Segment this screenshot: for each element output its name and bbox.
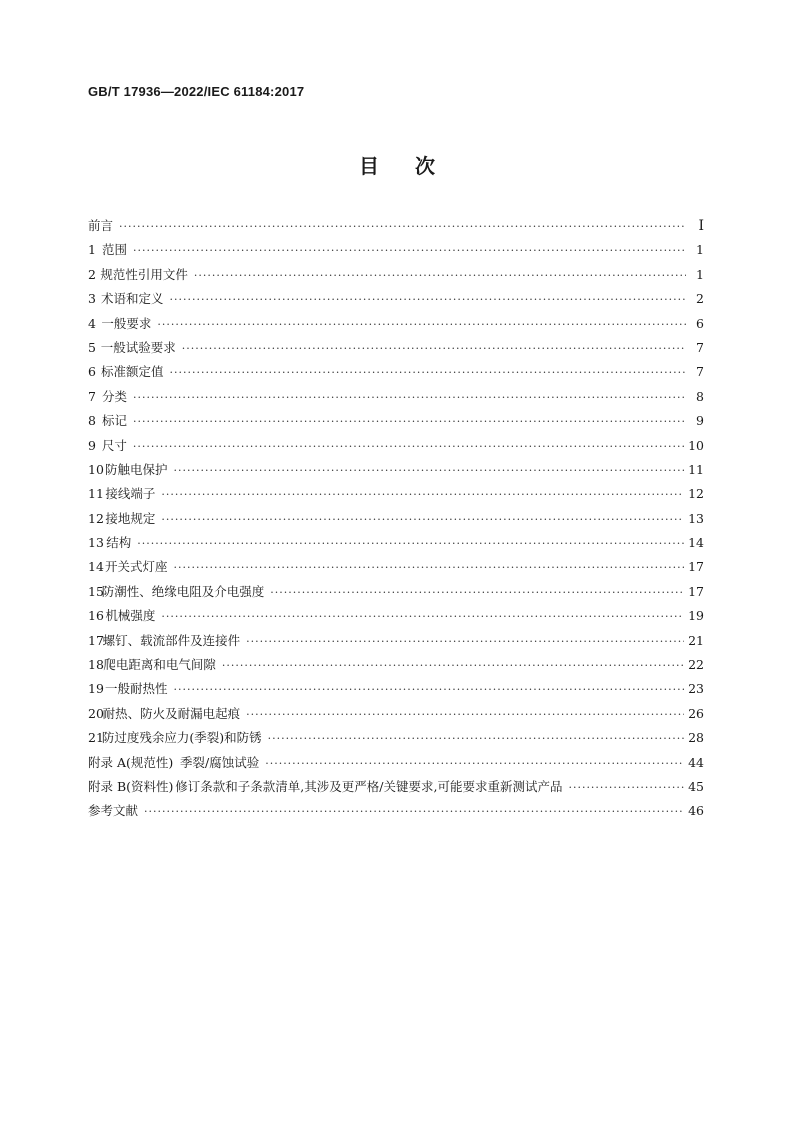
toc-entry-page: 17 <box>688 559 704 575</box>
toc-entry[interactable] <box>88 580 704 604</box>
toc-entry-page: 7 <box>696 364 704 380</box>
toc-entry[interactable] <box>88 238 704 262</box>
toc-entry-number: 3 <box>88 291 96 307</box>
toc-leader-dots <box>133 386 686 410</box>
toc-entry[interactable] <box>88 531 704 555</box>
toc-entry-label: 术语和定义 <box>101 291 164 307</box>
toc-entry-page: 10 <box>688 437 704 453</box>
toc-entry-page: 44 <box>688 754 704 770</box>
toc-entry-page: 8 <box>696 388 704 404</box>
toc-leader-dots <box>161 508 684 532</box>
toc-entry-page: 7 <box>696 339 704 355</box>
toc-leader-dots <box>182 337 686 361</box>
toc-entry-appendix-b[interactable] <box>88 775 704 799</box>
table-of-contents <box>88 214 704 824</box>
toc-entry[interactable] <box>88 458 704 482</box>
toc-leader-dots <box>161 483 684 507</box>
toc-entry-number: 16 <box>88 608 104 624</box>
toc-entry[interactable] <box>88 336 704 360</box>
toc-entry-number: 13 <box>88 535 104 551</box>
toc-entry-appendix-a[interactable] <box>88 751 704 775</box>
toc-entry-label: 分类 <box>101 388 127 404</box>
toc-entry-number: 4 <box>88 315 96 331</box>
toc-appendix-label: 附录 B(资料性) <box>88 778 174 794</box>
toc-leader-dots <box>133 410 686 434</box>
page-title: 目次 <box>359 154 471 178</box>
toc-leader-dots <box>144 800 684 824</box>
toc-entry-page: 2 <box>696 291 704 307</box>
toc-entry-number: 2 <box>88 266 96 282</box>
toc-leader-dots <box>161 605 684 629</box>
toc-entry[interactable] <box>88 312 704 336</box>
toc-entry-page: 6 <box>696 315 704 331</box>
toc-entry-page: 46 <box>688 803 704 819</box>
toc-entry[interactable] <box>88 409 704 433</box>
toc-entry[interactable] <box>88 385 704 409</box>
toc-entry-label: 结构 <box>106 535 132 551</box>
toc-entry[interactable] <box>88 434 704 458</box>
toc-leader-dots <box>173 459 684 483</box>
toc-leader-dots <box>137 532 684 556</box>
toc-entry[interactable] <box>88 507 704 531</box>
toc-leader-dots <box>119 215 686 239</box>
toc-entry-number: 9 <box>88 437 96 453</box>
toc-entry-label: 耐热、防火及耐漏电起痕 <box>102 705 241 721</box>
toc-entry[interactable] <box>88 629 704 653</box>
toc-entry-page: 23 <box>688 681 704 697</box>
toc-entry-label: 修订条款和子条款清单,其涉及更严格/关键要求,可能要求重新测试产品 <box>175 778 563 794</box>
toc-entry-label: 机械强度 <box>105 608 156 624</box>
toc-leader-dots <box>246 630 684 654</box>
toc-entry-label: 一般耐热性 <box>104 681 168 697</box>
toc-entry-label: 前言 <box>88 218 114 233</box>
toc-leader-dots <box>270 581 684 605</box>
toc-entry[interactable] <box>88 653 704 677</box>
toc-entry-label: 参考文献 <box>88 803 139 819</box>
toc-entry-page: 12 <box>688 486 704 502</box>
toc-entry-number: 20 <box>88 705 104 721</box>
toc-entry[interactable] <box>88 287 704 311</box>
toc-entry-label: 尺寸 <box>101 437 127 453</box>
toc-entry-page: 26 <box>688 705 704 721</box>
toc-leader-dots <box>173 556 684 580</box>
toc-entry-page: 14 <box>688 535 704 551</box>
toc-entry-label: 季裂/腐蚀试验 <box>179 754 260 770</box>
toc-entry-number: 1 <box>88 242 96 258</box>
toc-entry-label: 接线端子 <box>105 486 156 502</box>
toc-entry-label: 螺钉、载流部件及连接件 <box>102 632 241 648</box>
toc-entry-label: 爬电距离和电气间隙 <box>103 657 216 673</box>
toc-entry-page: 28 <box>688 730 704 746</box>
toc-entry-number: 7 <box>88 388 96 404</box>
toc-entry[interactable] <box>88 360 704 384</box>
toc-entry-label: 一般试验要求 <box>100 339 176 355</box>
toc-leader-dots <box>133 435 684 459</box>
toc-entry-page: 13 <box>688 510 704 526</box>
toc-leader-dots <box>268 727 684 751</box>
toc-entry-page: 1 <box>696 242 704 258</box>
toc-entry-page: 17 <box>688 583 704 599</box>
toc-entry-page: 22 <box>688 657 704 673</box>
toc-entry-page: 45 <box>688 778 704 794</box>
toc-entry-label: 标准额定值 <box>101 364 164 380</box>
standard-number: GB/T 17936—2022/IEC 61184:2017 <box>88 84 305 99</box>
toc-entry-label: 接地规定 <box>105 510 156 526</box>
toc-entry-page: 21 <box>688 632 704 648</box>
toc-entry-label: 开关式灯座 <box>104 559 168 575</box>
toc-leader-dots <box>170 288 686 312</box>
toc-entry-page: 9 <box>696 413 704 429</box>
toc-entry-number: 18 <box>88 657 104 673</box>
toc-entry[interactable] <box>88 482 704 506</box>
toc-leader-dots <box>265 752 684 776</box>
toc-entry-number: 10 <box>88 461 104 477</box>
toc-entry-page: 11 <box>688 461 704 477</box>
toc-leader-dots <box>568 776 684 800</box>
toc-leader-dots <box>173 678 684 702</box>
toc-entry-label: 一般要求 <box>101 315 152 331</box>
toc-leader-dots <box>133 239 686 263</box>
toc-entry-number: 17 <box>88 632 104 648</box>
toc-entry[interactable] <box>88 555 704 579</box>
toc-entry[interactable] <box>88 604 704 628</box>
toc-entry-label: 防潮性、绝缘电阻及介电强度 <box>101 583 265 599</box>
toc-leader-dots <box>170 361 686 385</box>
toc-entry-number: 6 <box>88 364 96 380</box>
toc-entry-foreword[interactable] <box>88 214 704 238</box>
toc-entry-label: 防触电保护 <box>104 461 168 477</box>
toc-entry-number: 12 <box>88 510 104 526</box>
toc-entry-number: 14 <box>88 559 104 575</box>
toc-entry-references[interactable] <box>88 799 704 823</box>
toc-leader-dots <box>246 703 684 727</box>
toc-entry-number: 5 <box>88 339 96 355</box>
toc-entry-page: 19 <box>688 608 704 624</box>
toc-entry-number: 11 <box>88 486 104 502</box>
toc-entry-label: 范围 <box>101 242 127 258</box>
toc-leader-dots <box>222 654 684 678</box>
toc-entry-label: 防过度残余应力(季裂)和防锈 <box>101 730 262 746</box>
toc-entry-label: 标记 <box>101 413 127 429</box>
toc-entry-number: 8 <box>88 413 96 429</box>
toc-entry[interactable] <box>88 677 704 701</box>
toc-leader-dots <box>194 264 686 288</box>
toc-leader-dots <box>157 313 686 337</box>
toc-entry-number: 21 <box>88 730 104 746</box>
toc-entry[interactable] <box>88 263 704 287</box>
toc-entry-label: 规范性引用文件 <box>100 266 188 282</box>
toc-entry-page: 1 <box>696 266 704 282</box>
toc-entry-page: Ⅰ <box>698 219 704 234</box>
toc-entry-number: 19 <box>88 681 104 697</box>
toc-entry[interactable] <box>88 702 704 726</box>
toc-entry-number: 15 <box>88 583 104 599</box>
toc-appendix-label: 附录 A(规范性) <box>88 754 174 770</box>
toc-entry[interactable] <box>88 726 704 750</box>
